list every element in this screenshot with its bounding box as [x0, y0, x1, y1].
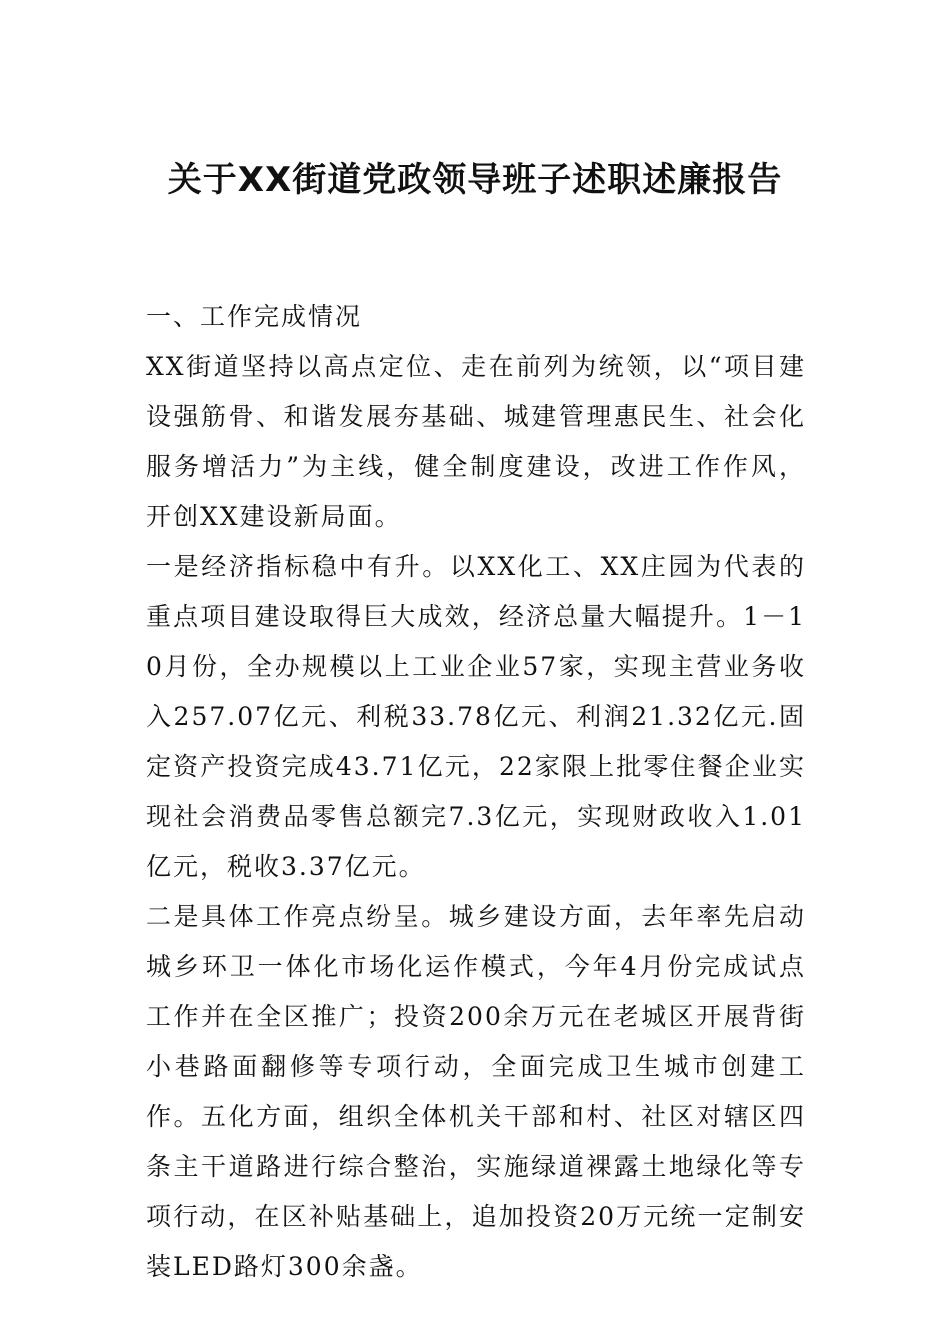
document-body	[146, 292, 806, 1292]
document-title: 关于XX街道党政领导班子述职述廉报告	[167, 160, 783, 200]
paragraph-economic-indicators: 一是经济指标稳中有升。以XX化工、XX庄园为代表的重点项目建设取得巨大成效，经济总量大幅提升。1－10月份，全办规模以上工业企业57家，实现主营业务收入257.07亿元、利税33.78亿元、利润21.32亿元.固定资产投资完成43.71亿元，22家限上批零住餐企业实现社会消费品零售总额完7.3亿元，实现财政收入1.01亿元，税收3.37亿元。	[146, 552, 806, 881]
paragraph-intro: XX街道坚持以高点定位、走在前列为统领，以“项目建设强筋骨、和谐发展夯基础、城建管理惠民生、社会化服务增活力”为主线，健全制度建设，改进工作作风，开创XX建设新局面。	[146, 352, 806, 531]
section-heading: 一、工作完成情况	[146, 302, 363, 331]
paragraph-work-highlights: 二是具体工作亮点纷呈。城乡建设方面，去年率先启动城乡环卫一体化市场化运作模式，今年4月份完成试点工作并在全区推广；投资200余万元在老城区开展背街小巷路面翻修等专项行动，全面完成卫生城市创建工作。五化方面，组织全体机关干部和村、社区对辖区四条主干道路进行综合整治，实施绿道裸露土地绿化等专项行动，在区补贴基础上，追加投资20万元统一定制安装LED路灯300余盏。	[146, 902, 806, 1281]
